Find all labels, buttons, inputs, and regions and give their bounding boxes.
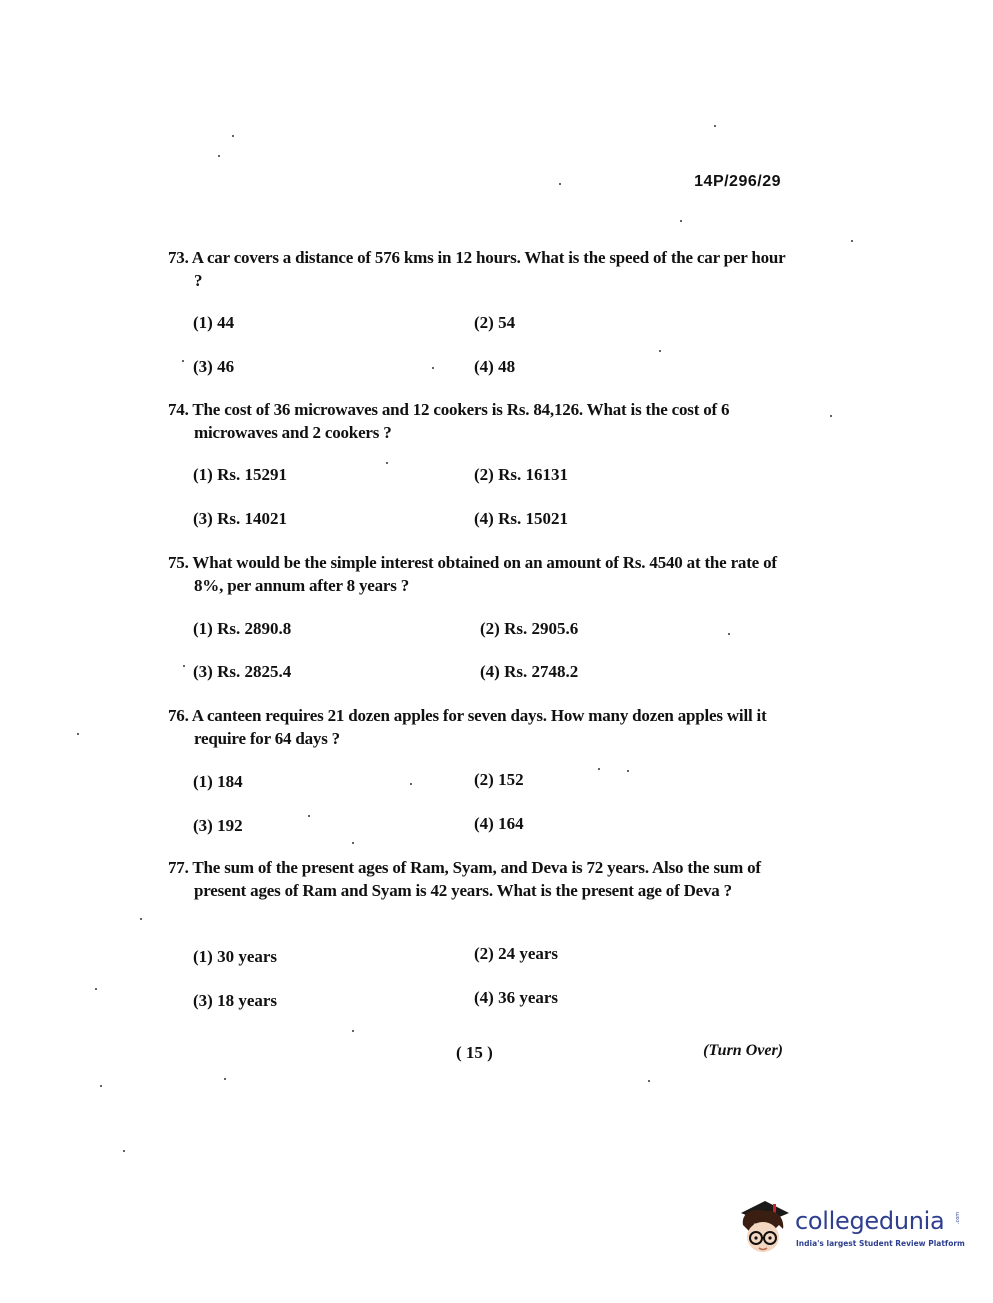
scan-speck [183,665,185,667]
question-number: 77. [168,858,193,877]
question-number: 73. [168,248,192,267]
question-number: 76. [168,706,192,725]
question-number: 75. [168,553,193,572]
scan-speck [77,733,79,735]
option-4: (4) 36 years [474,988,559,1007]
brand-name: collegedunia [795,1207,945,1235]
scan-speck [410,783,412,785]
option-3: (3) 18 years [193,991,278,1010]
option-3: (3) Rs. 2825.4 [193,662,292,681]
scan-speck [386,462,388,464]
scan-speck [308,815,310,817]
scan-speck [123,1150,125,1152]
option-3: (3) Rs. 14021 [193,509,287,528]
option-2: (2) 24 years [474,944,559,963]
brand-watermark [735,1195,965,1265]
option-2: (2) 152 [474,770,524,789]
scan-speck [659,350,661,352]
page-number: ( 15 ) [456,1043,493,1062]
scan-speck [830,415,832,417]
scan-speck [95,988,97,990]
option-3: (3) 46 [193,357,235,376]
turn-over-note: (Turn Over) [703,1042,783,1059]
scan-speck [352,842,354,844]
question-74 [168,398,788,444]
option-4: (4) 48 [474,357,516,376]
scan-speck [598,768,600,770]
scan-speck [224,1078,226,1080]
option-1: (1) Rs. 2890.8 [193,619,292,638]
question-text: The cost of 36 microwaves and 12 cookers is Rs. 84,126. What is the cost of 6 microwaves and 2 cookers ? [192,400,730,442]
scan-speck [714,125,716,127]
scan-speck [232,135,234,137]
option-2: (2) Rs. 2905.6 [480,619,579,638]
scan-speck [559,183,561,185]
option-2: (2) 54 [474,313,516,332]
question-73 [168,246,788,292]
paper-code: 14P/296/29 [694,173,781,190]
scan-speck [680,220,682,222]
brand-domain: .com [955,1211,962,1225]
scan-speck [728,633,730,635]
option-4: (4) Rs. 15021 [474,509,568,528]
option-3: (3) 192 [193,816,243,835]
option-1: (1) 44 [193,313,235,332]
question-text: A car covers a distance of 576 kms in 12 hours. What is the speed of the car per hour ? [191,248,786,290]
scan-speck [140,918,142,920]
scan-speck [100,1085,102,1087]
scan-speck [432,367,434,369]
scan-speck [352,1030,354,1032]
scan-speck [182,360,184,362]
scan-speck [851,240,853,242]
question-75 [168,551,788,597]
scan-speck [648,1080,650,1082]
scan-speck [627,770,629,772]
question-text: The sum of the present ages of Ram, Syam, and Deva is 72 years. Also the sum of present ages of Ram and Syam is 42 years. What is the present age of Deva ? [192,858,761,900]
scan-speck [218,155,220,157]
question-text: A canteen requires 21 dozen apples for seven days. How many dozen apples will it require for 64 days ? [191,706,767,748]
question-text: What would be the simple interest obtained on an amount of Rs. 4540 at the rate of 8%, per annum after 8 years ? [192,553,777,595]
question-76 [168,704,788,750]
question-77 [168,856,788,902]
brand-tagline: India's largest Student Review Platform [796,1239,965,1248]
option-2: (2) Rs. 16131 [474,465,568,484]
collegedunia-logo-icon [735,1195,793,1261]
option-1: (1) 30 years [193,947,278,966]
question-number: 74. [168,400,193,419]
option-1: (1) 184 [193,772,243,791]
option-1: (1) Rs. 15291 [193,465,287,484]
option-4: (4) 164 [474,814,524,833]
option-4: (4) Rs. 2748.2 [480,662,579,681]
